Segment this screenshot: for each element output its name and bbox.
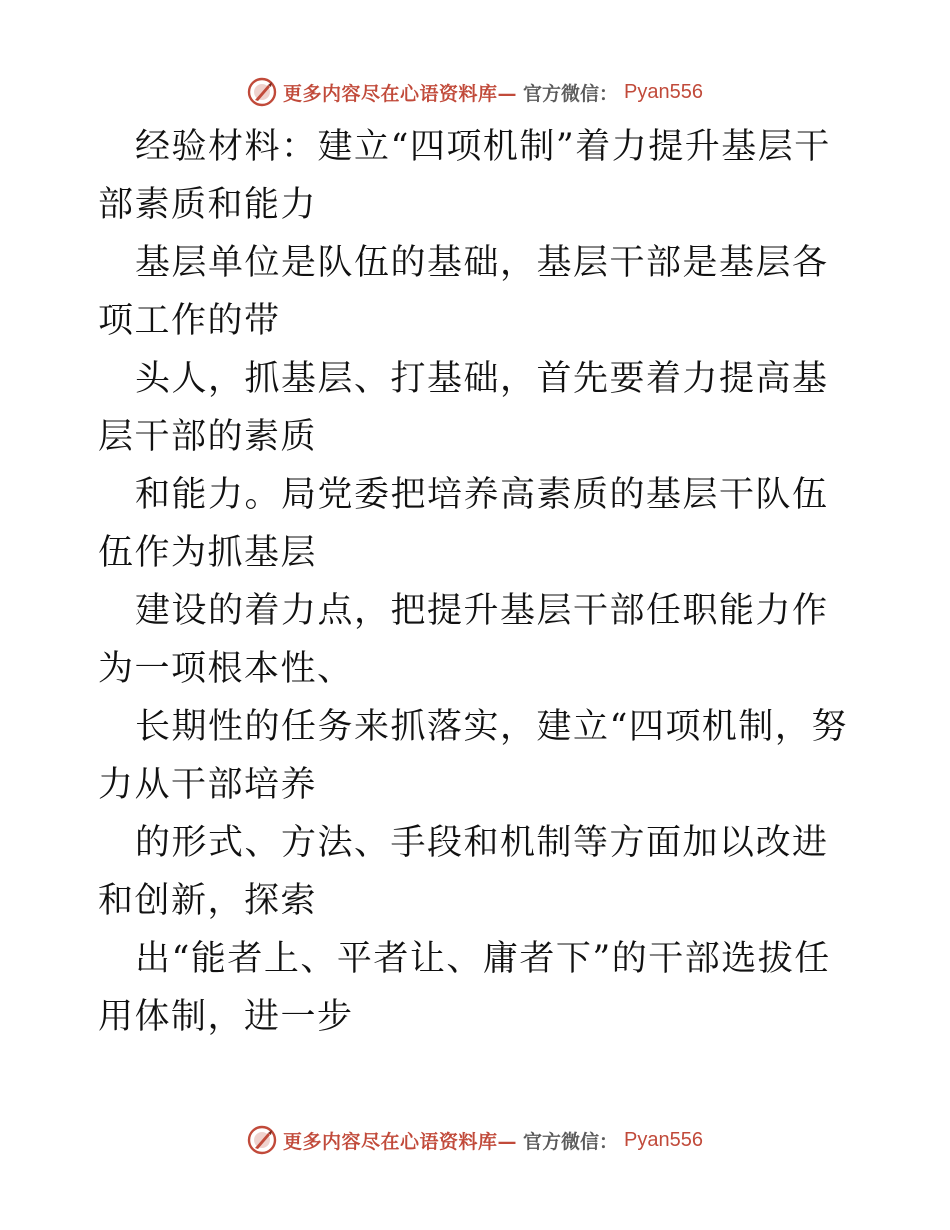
document-paragraph: 长期性的任务来抓落实，建立“四项机制，努力从干部培养 <box>98 707 848 805</box>
wechat-label: 官方微信： <box>523 82 619 105</box>
document-title-paragraph: 经验材料：建立“四项机制”着力提升基层干部素质和能力 <box>98 127 831 225</box>
document-body <box>98 118 858 1046</box>
promo-text: 更多内容尽在心语资料库— <box>283 82 518 105</box>
wechat-id: Pyan556 <box>624 1128 703 1151</box>
promo-text: 更多内容尽在心语资料库— <box>283 1130 518 1153</box>
document-paragraph: 出“能者上、平者让、庸者下”的干部选拔任用体制，进一步 <box>98 939 831 1037</box>
document-paragraph: 头人，抓基层、打基础，首先要着力提高基层干部的素质 <box>98 359 829 457</box>
document-paragraph: 基层单位是队伍的基础，基层干部是基层各项工作的带 <box>98 243 829 341</box>
document-paragraph: 的形式、方法、手段和机制等方面加以改进和创新，探索 <box>98 823 829 921</box>
document-paragraph: 和能力。局党委把培养高素质的基层干队伍伍作为抓基层 <box>98 475 829 573</box>
footer-banner <box>0 1120 950 1160</box>
header-banner <box>0 72 950 112</box>
quill-seal-icon <box>247 77 277 107</box>
quill-seal-icon <box>247 1125 277 1155</box>
wechat-label: 官方微信： <box>523 1130 619 1153</box>
wechat-id: Pyan556 <box>624 80 703 103</box>
document-paragraph: 建设的着力点，把提升基层干部任职能力作为一项根本性、 <box>98 591 829 689</box>
